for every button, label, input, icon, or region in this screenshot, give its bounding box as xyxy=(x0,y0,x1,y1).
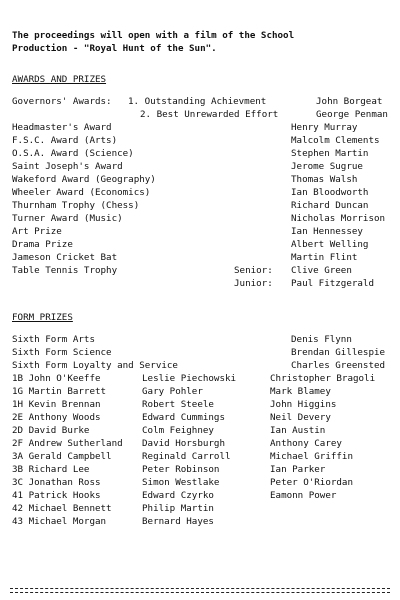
form-row-second: Colm Feighney xyxy=(142,425,214,436)
award-label: Jameson Cricket Bat xyxy=(12,252,118,263)
junior-label: Junior: xyxy=(234,278,273,289)
award-recipient: Albert Welling xyxy=(291,239,369,250)
form-row-third: Christopher Bragoli xyxy=(270,373,376,384)
form-row-second: Peter Robinson xyxy=(142,464,220,475)
sixth-form-recipient: Charles Greensted xyxy=(291,360,386,371)
governors-award-1: 1. Outstanding Achievment xyxy=(128,96,267,107)
form-row-third: John Higgins xyxy=(270,399,337,410)
award-recipient: Ian Hennessey xyxy=(291,226,363,237)
form-row-first: 41 Patrick Hooks xyxy=(12,490,101,501)
sixth-form-label: Sixth Form Arts xyxy=(12,334,95,345)
senior-label: Senior: xyxy=(234,265,273,276)
award-recipient: Thomas Walsh xyxy=(291,174,358,185)
form-row-second: Edward Czyrko xyxy=(142,490,214,501)
form-row-third: Michael Griffin xyxy=(270,451,353,462)
bottom-divider xyxy=(10,588,390,593)
form-row-third: Ian Parker xyxy=(270,464,326,475)
form-row-first: 3C Jonathan Ross xyxy=(12,477,101,488)
form-row-second: Edward Cummings xyxy=(142,412,225,423)
sixth-form-recipient: Brendan Gillespie xyxy=(291,347,386,358)
table-tennis-label: Table Tennis Trophy xyxy=(12,265,118,276)
form-row-first: 2F Andrew Sutherland xyxy=(12,438,123,449)
form-row-second: Reginald Carroll xyxy=(142,451,231,462)
award-recipient: Martin Flint xyxy=(291,252,358,263)
award-recipient: Nicholas Morrison xyxy=(291,213,386,224)
form-row-second: Bernard Hayes xyxy=(142,516,214,527)
award-recipient: Malcolm Clements xyxy=(291,135,380,146)
sixth-form-recipient: Denis Flynn xyxy=(291,334,352,345)
award-label: Art Prize xyxy=(12,226,62,237)
form-row-first: 1B John O'Keeffe xyxy=(12,373,101,384)
award-label: Wakeford Award (Geography) xyxy=(12,174,156,185)
governors-award-2: 2. Best Unrewarded Effort xyxy=(140,109,279,120)
award-recipient: Henry Murray xyxy=(291,122,358,133)
award-recipient: Stephen Martin xyxy=(291,148,369,159)
award-recipient: Jerome Sugrue xyxy=(291,161,363,172)
award-label: Headmaster's Award xyxy=(12,122,112,133)
form-row-first: 43 Michael Morgan xyxy=(12,516,107,527)
form-row-first: 2D David Burke xyxy=(12,425,90,436)
form-row-second: Robert Steele xyxy=(142,399,214,410)
sixth-form-label: Sixth Form Loyalty and Service xyxy=(12,360,178,371)
form-row-third: Eamonn Power xyxy=(270,490,337,501)
form-row-first: 1H Kevin Brennan xyxy=(12,399,101,410)
award-label: Thurnham Trophy (Chess) xyxy=(12,200,140,211)
form-row-first: 3B Richard Lee xyxy=(12,464,90,475)
sixth-form-label: Sixth Form Science xyxy=(12,347,112,358)
intro-line-1: The proceedings will open with a film of the School xyxy=(12,30,295,41)
award-label: Turner Award (Music) xyxy=(12,213,123,224)
form-row-first: 42 Michael Bennett xyxy=(12,503,112,514)
intro-line-2: Production - "Royal Hunt of the Sun". xyxy=(12,43,217,54)
form-row-third: Anthony Carey xyxy=(270,438,342,449)
governors-name-1: John Borgeat xyxy=(316,96,383,107)
governors-name-2: George Penman xyxy=(316,109,388,120)
junior-recipient: Paul Fitzgerald xyxy=(291,278,374,289)
form-row-second: Simon Westlake xyxy=(142,477,220,488)
governors-label: Governors' Awards: xyxy=(12,96,112,107)
form-row-third: Neil Devery xyxy=(270,412,331,423)
awards-heading: AWARDS AND PRIZES xyxy=(12,74,107,85)
form-row-second: Leslie Piechowski xyxy=(142,373,237,384)
form-row-third: Mark Blamey xyxy=(270,386,331,397)
form-row-second: Gary Pohler xyxy=(142,386,203,397)
form-row-second: David Horsburgh xyxy=(142,438,225,449)
form-row-first: 1G Martin Barrett xyxy=(12,386,107,397)
award-label: Wheeler Award (Economics) xyxy=(12,187,151,198)
award-label: Drama Prize xyxy=(12,239,73,250)
award-label: Saint Joseph's Award xyxy=(12,161,123,172)
form-row-first: 3A Gerald Campbell xyxy=(12,451,112,462)
form-row-third: Peter O'Riordan xyxy=(270,477,353,488)
award-recipient: Richard Duncan xyxy=(291,200,369,211)
award-recipient: Ian Bloodworth xyxy=(291,187,369,198)
senior-recipient: Clive Green xyxy=(291,265,352,276)
award-label: F.S.C. Award (Arts) xyxy=(12,135,118,146)
form-prizes-heading: FORM PRIZES xyxy=(12,312,73,323)
award-label: O.S.A. Award (Science) xyxy=(12,148,134,159)
form-row-first: 2E Anthony Woods xyxy=(12,412,101,423)
form-row-third: Ian Austin xyxy=(270,425,326,436)
form-row-second: Philip Martin xyxy=(142,503,214,514)
